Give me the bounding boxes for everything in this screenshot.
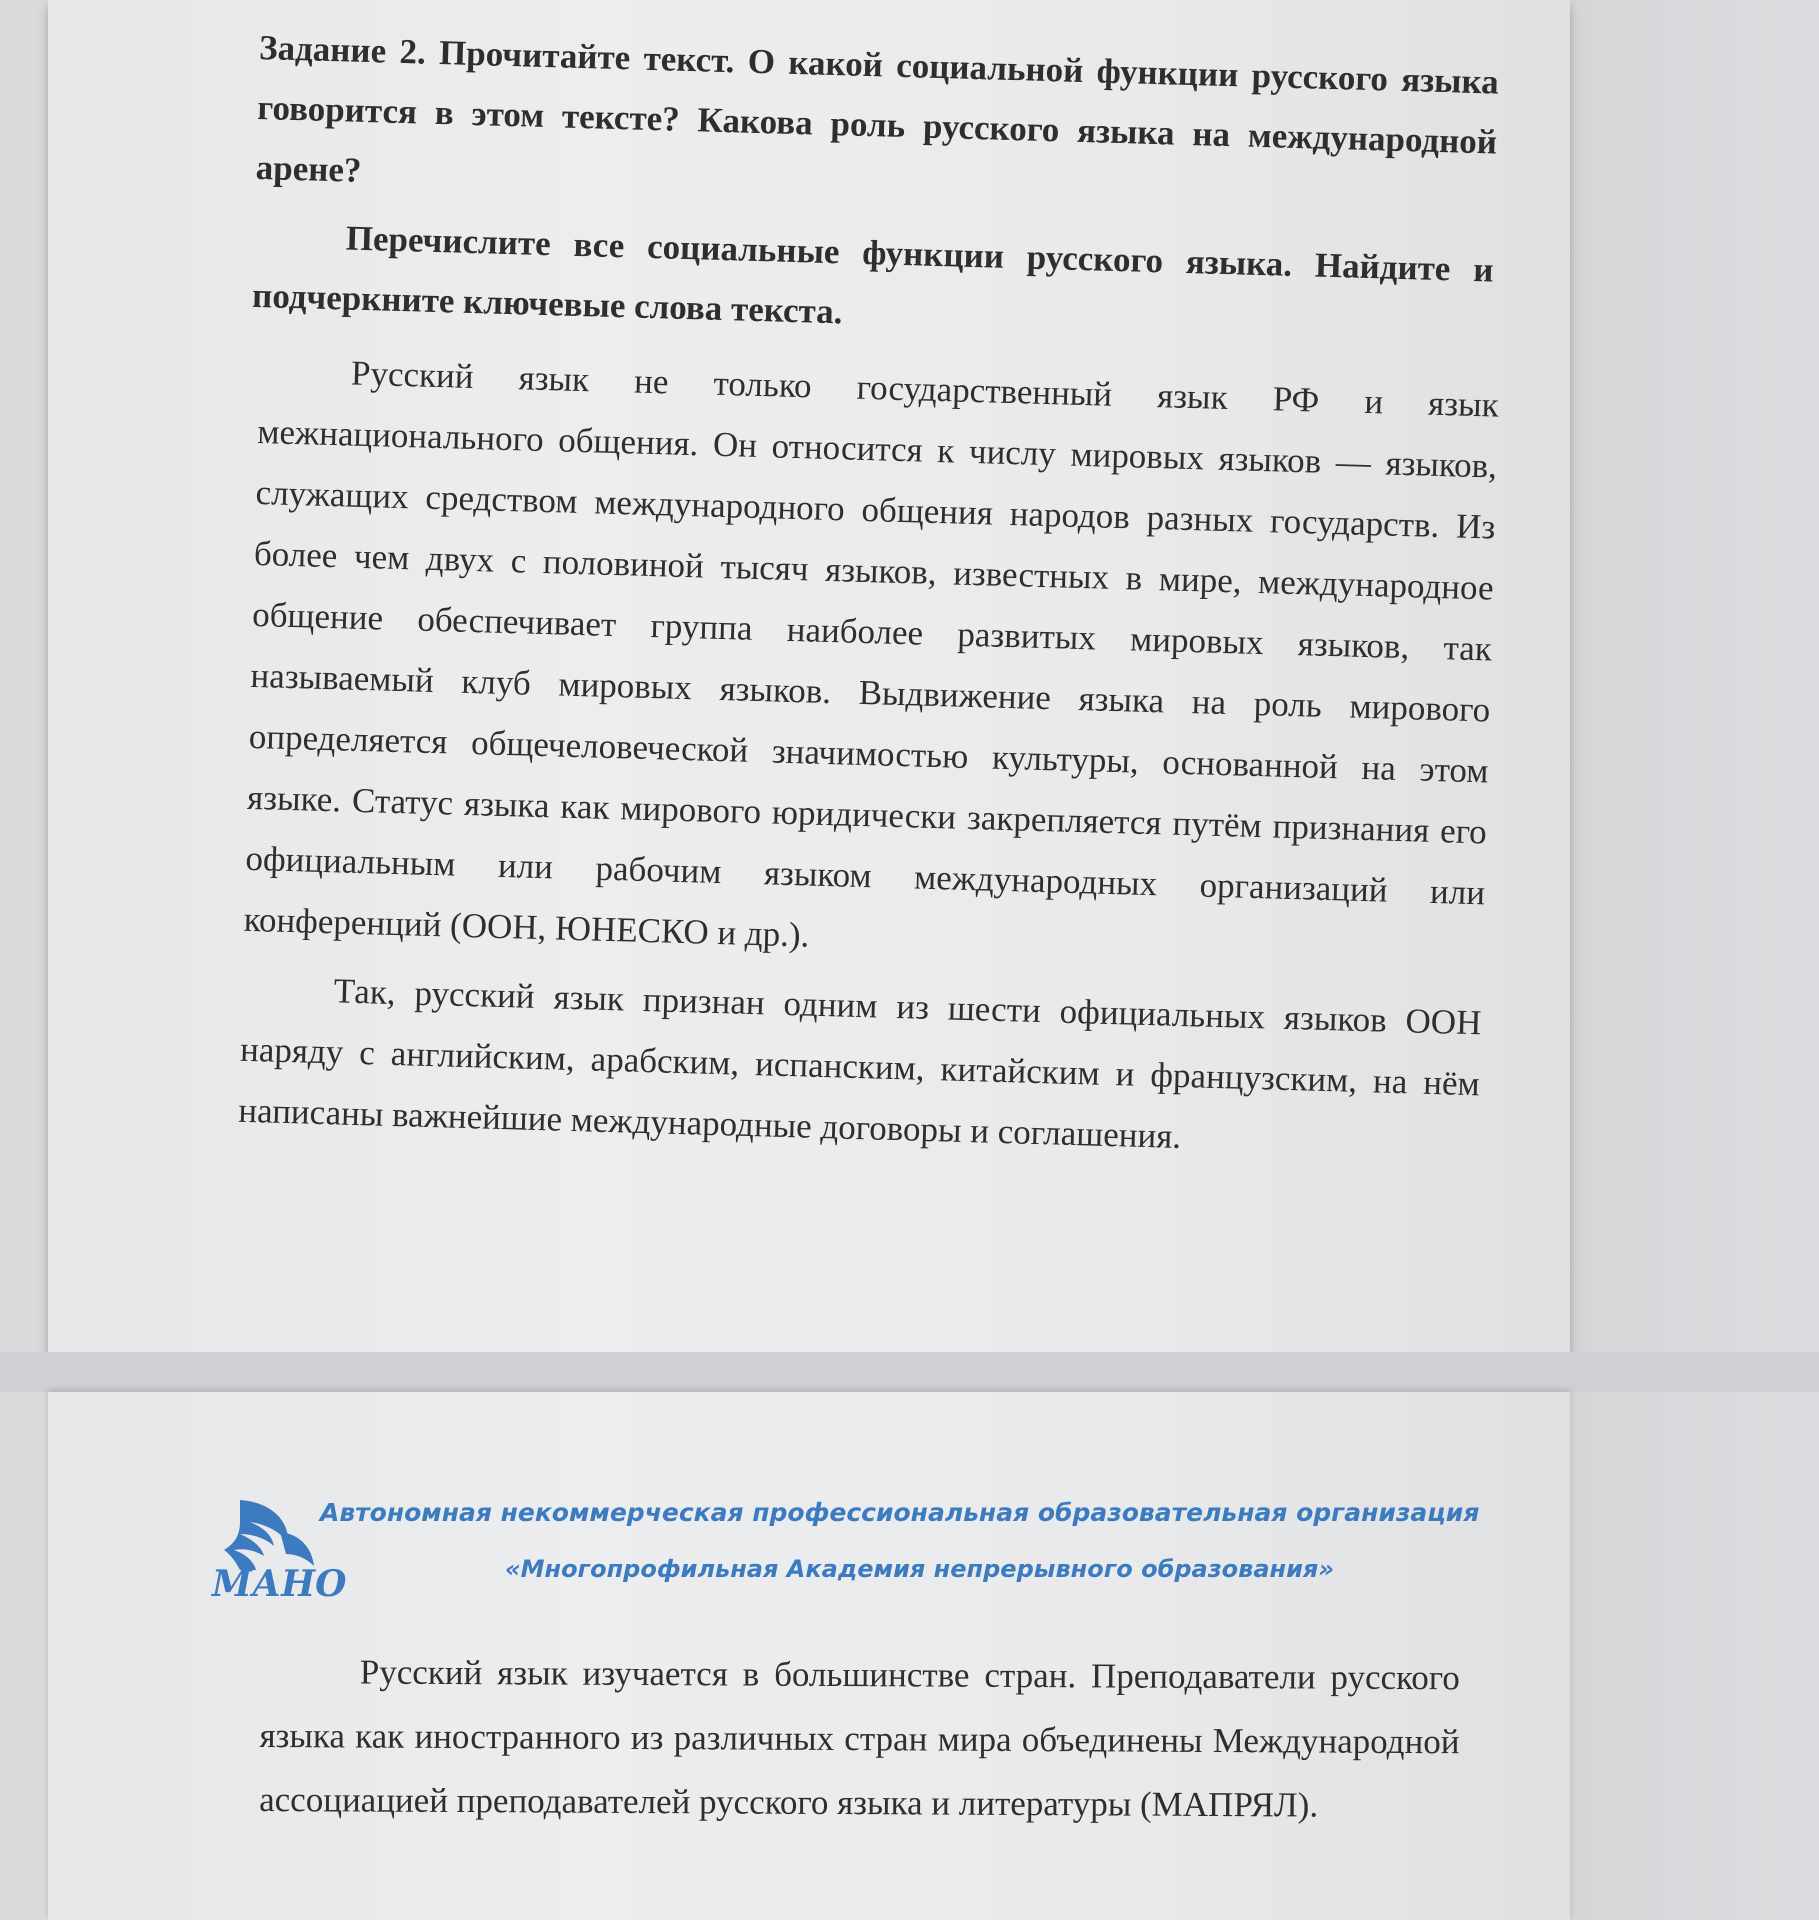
org-name-line-1: Автономная некоммерческая профессиональная образовательная организация	[320, 1498, 1480, 1527]
task-question: Задание 2. Прочитайте текст. О какой социальной функции русского языка говорится в этом тексте? Какова роль русского языка на международной арене?	[255, 27, 1500, 190]
organization-header	[210, 1480, 1480, 1620]
task-instructions	[251, 18, 1499, 361]
task-assignment: Перечислите все социальные функции русского языка. Найдите и подчеркните ключевые слова текста.	[251, 218, 1494, 332]
org-name-line-2: «Многопрофильная Академия непрерывного образования»	[505, 1555, 1334, 1583]
logo-text: МАНО	[212, 1563, 347, 1602]
background-edge	[1570, 0, 1819, 1920]
text2-paragraph-1: Русский язык изучается в большинстве стран. Преподаватели русского языка как иностранного из различных стран мира объединены Международной ассоциацией преподавателей русского языка и литературы (МАПРЯЛ).	[259, 1652, 1460, 1825]
text-paragraph-2: Так, русский язык признан одним из шести официальных языков ООН наряду с английским, арабским, испанским, китайским и французским, на нём написаны важнейшие международные договоры и соглашения.	[237, 971, 1482, 1157]
main-text-page-2	[259, 1640, 1460, 1838]
main-text	[238, 340, 1500, 1175]
page-separator	[0, 1352, 1819, 1392]
text-paragraph-1: Русский язык не только государственный язык РФ и язык межнационального общения. Он относится к числу мировых языков — языков, служащих средством международного общения народов разных государств. Из более чем двух с половиной тысяч языков, известных в мире, международное общение обеспечивает группа наиболее развитых мировых языков, так называемый клуб мировых языков. Выдвижение языка на роль мирового определяется общечеловеческой значимостью культуры, основанной на этом языке. Статус языка как мирового юридически закрепляется путём признания его официальным или рабочим языком международных организаций или конференций (ООН, ЮНЕСКО и др.).	[243, 353, 1500, 955]
